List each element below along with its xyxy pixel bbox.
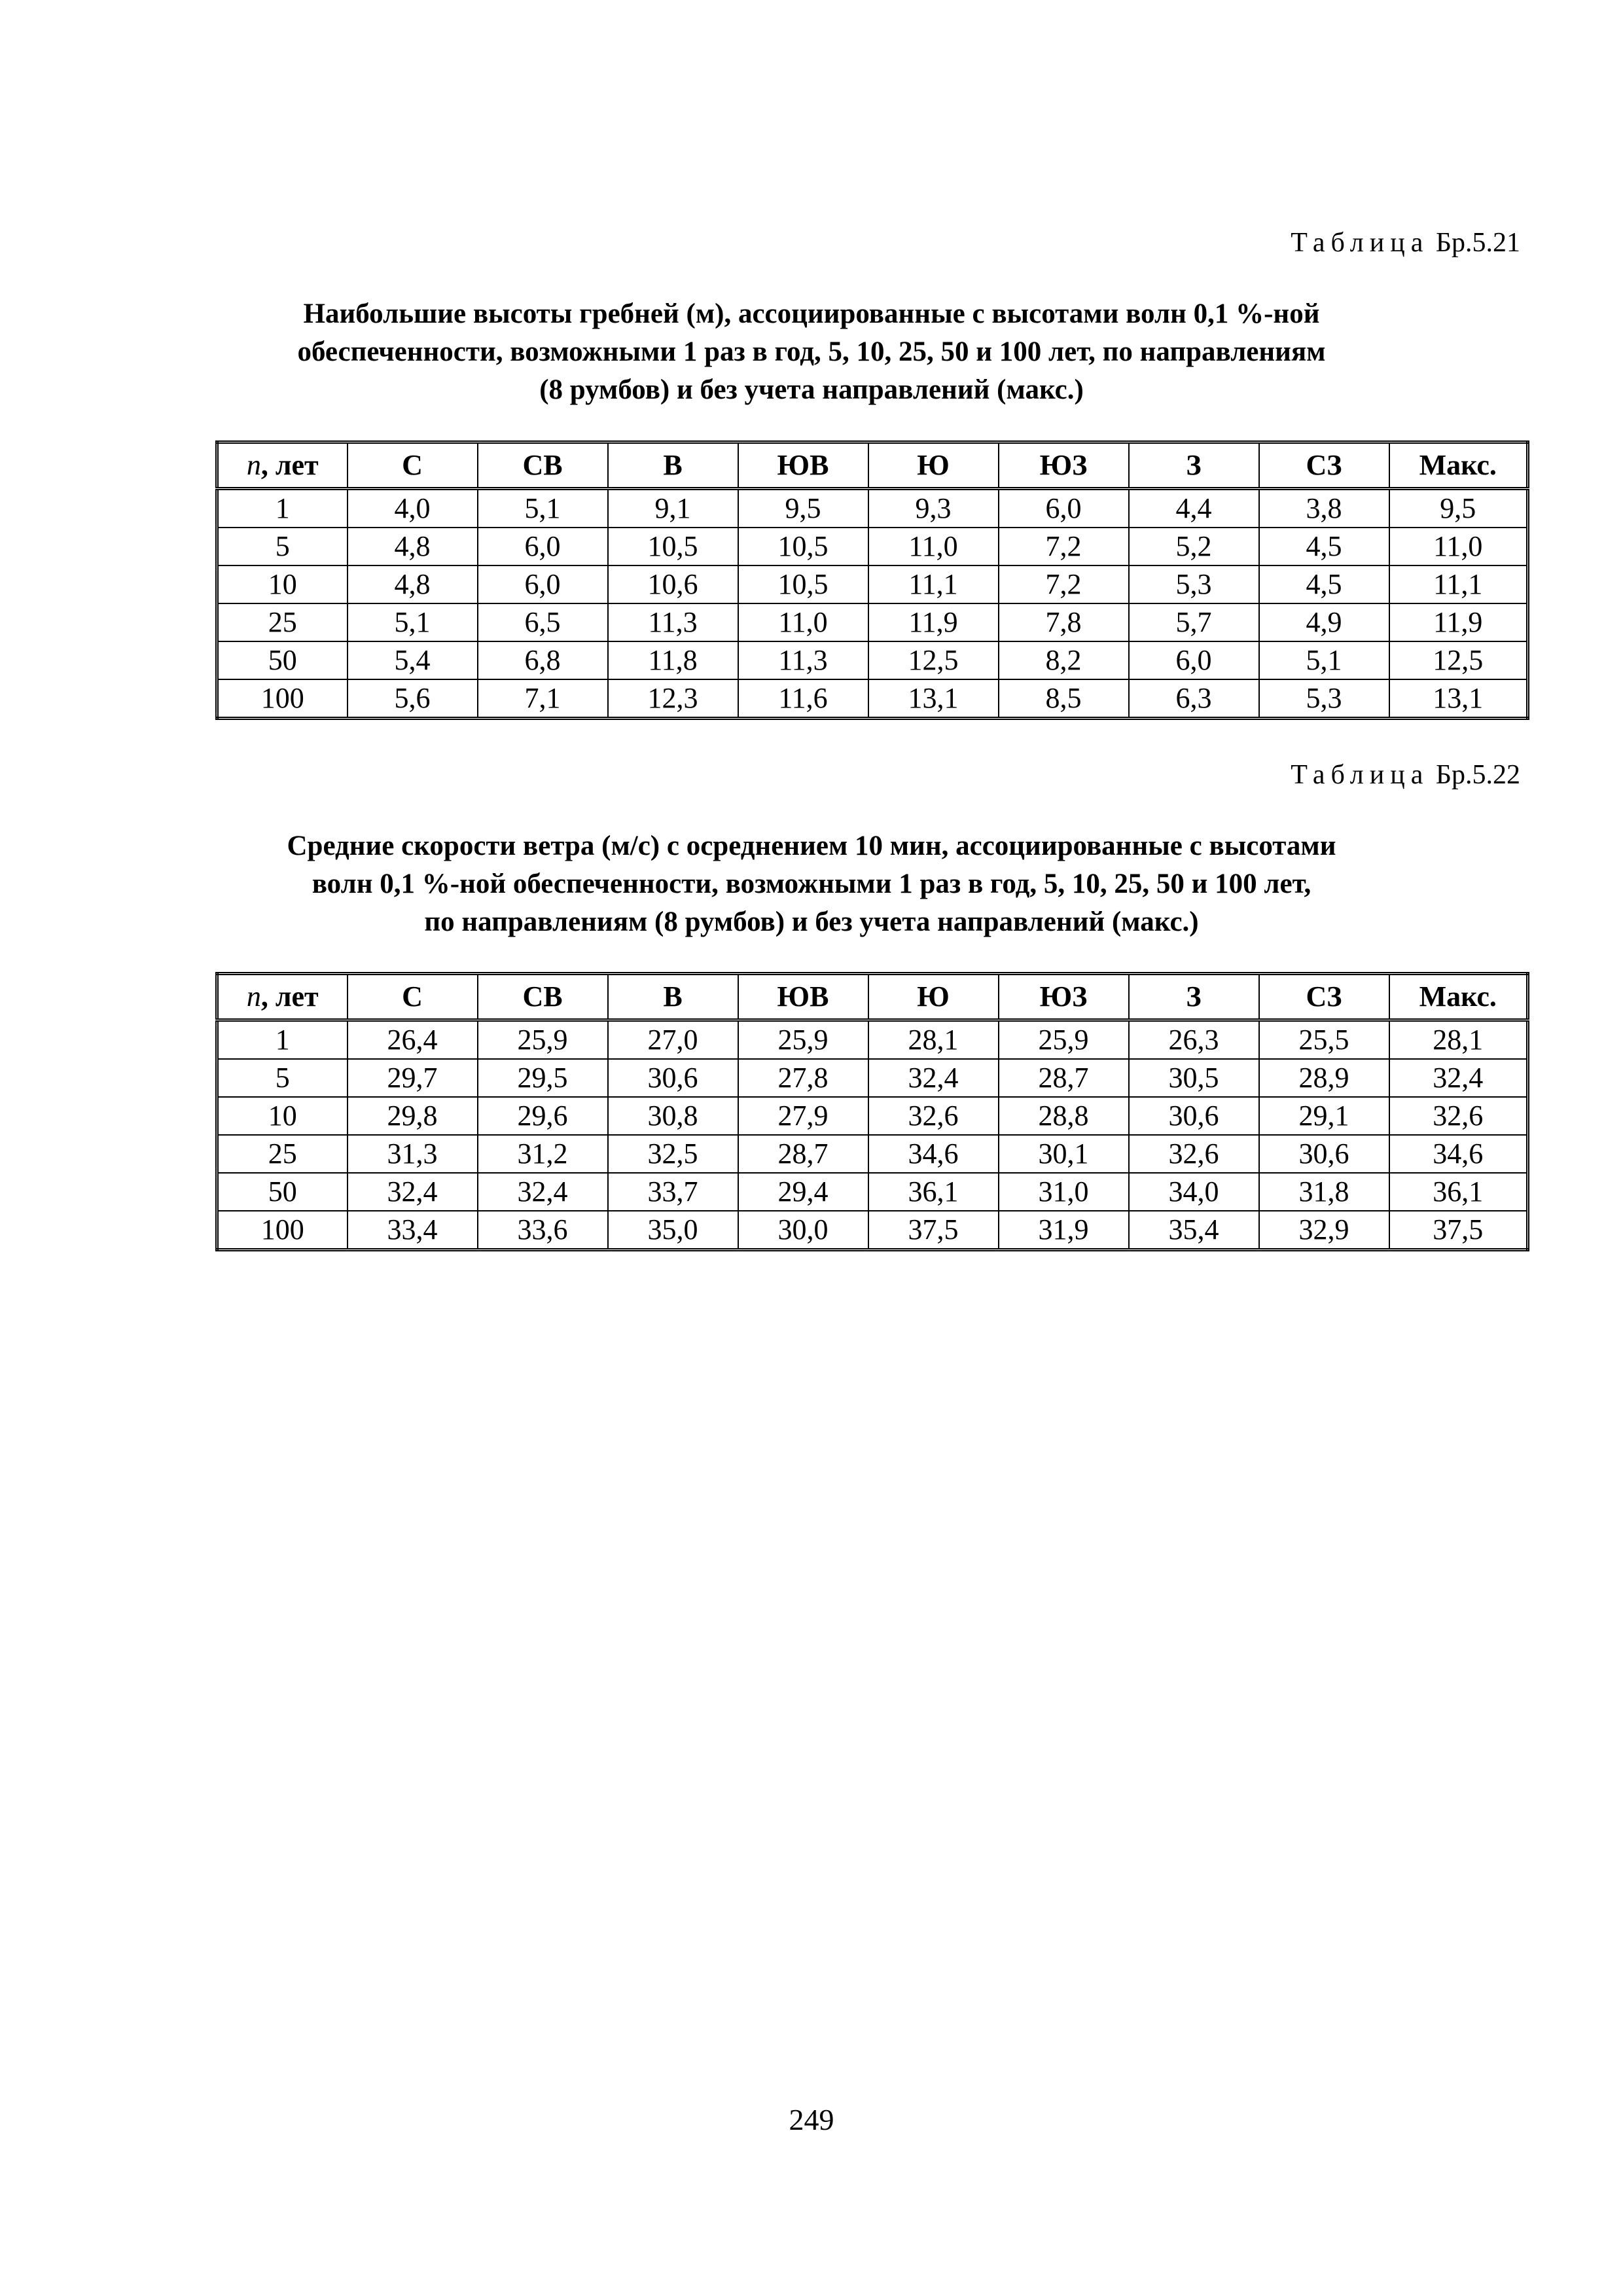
table-row	[217, 528, 1528, 565]
header-cell: В	[608, 974, 738, 1020]
value-cell: 11,1	[1389, 565, 1528, 603]
value-cell: 9,3	[868, 489, 999, 528]
value-cell: 28,9	[1259, 1059, 1389, 1097]
value-cell: 5,1	[348, 603, 478, 641]
page-number: 249	[789, 2103, 834, 2136]
value-cell: 8,5	[999, 679, 1129, 719]
table-label-bp-5-22	[1291, 759, 1520, 791]
table-row	[217, 679, 1528, 719]
table-label-bp-5-21	[1291, 227, 1520, 259]
value-cell: 7,2	[999, 528, 1129, 565]
caption-line: Средние скорости ветра (м/с) с осреднением 10 мин, ассоциированные с высотами	[287, 831, 1336, 861]
return-period-cell: 10	[217, 565, 348, 603]
return-period-cell: 50	[217, 1173, 348, 1211]
value-cell: 29,1	[1259, 1097, 1389, 1135]
value-cell: 5,2	[1129, 528, 1259, 565]
header-n-symbol: n	[246, 449, 261, 481]
value-cell: 3,8	[1259, 489, 1389, 528]
value-cell: 29,8	[348, 1097, 478, 1135]
table-row	[217, 565, 1528, 603]
value-cell: 6,0	[478, 528, 608, 565]
header-cell: В	[608, 442, 738, 489]
value-cell: 11,8	[608, 641, 738, 679]
table-row	[217, 1020, 1528, 1060]
value-cell: 30,8	[608, 1097, 738, 1135]
value-cell: 29,6	[478, 1097, 608, 1135]
value-cell: 28,7	[999, 1059, 1129, 1097]
header-cell: ЮЗ	[999, 442, 1129, 489]
wind-speeds-table	[215, 972, 1529, 1251]
caption-line: Наибольшие высоты гребней (м), ассоциированные с высотами волн 0,1 %-ной	[303, 298, 1320, 329]
table-row	[217, 1211, 1528, 1250]
value-cell: 6,3	[1129, 679, 1259, 719]
value-cell: 32,6	[1129, 1135, 1259, 1173]
value-cell: 32,9	[1259, 1211, 1389, 1250]
value-cell: 27,0	[608, 1020, 738, 1060]
value-cell: 13,1	[868, 679, 999, 719]
value-cell: 13,1	[1389, 679, 1528, 719]
value-cell: 33,7	[608, 1173, 738, 1211]
value-cell: 37,5	[868, 1211, 999, 1250]
caption-line: обеспеченности, возможными 1 раз в год, 5, 10, 25, 50 и 100 лет, по направлениям	[297, 336, 1326, 367]
value-cell: 26,4	[348, 1020, 478, 1060]
value-cell: 33,4	[348, 1211, 478, 1250]
value-cell: 7,1	[478, 679, 608, 719]
value-cell: 29,5	[478, 1059, 608, 1097]
value-cell: 32,5	[608, 1135, 738, 1173]
table-caption-bp-5-21	[0, 295, 1623, 409]
value-cell: 28,1	[868, 1020, 999, 1060]
header-cell: ЮВ	[738, 442, 868, 489]
header-cell: ЮЗ	[999, 974, 1129, 1020]
return-period-cell: 25	[217, 1135, 348, 1173]
value-cell: 5,6	[348, 679, 478, 719]
header-cell: СЗ	[1259, 974, 1389, 1020]
header-cell: СВ	[478, 442, 608, 489]
value-cell: 34,6	[1389, 1135, 1528, 1173]
value-cell: 25,9	[738, 1020, 868, 1060]
caption-line: волн 0,1 %-ной обеспеченности, возможными 1 раз в год, 5, 10, 25, 50 и 100 лет,	[312, 869, 1311, 899]
table-row	[217, 1059, 1528, 1097]
value-cell: 4,5	[1259, 528, 1389, 565]
value-cell: 5,1	[478, 489, 608, 528]
value-cell: 31,0	[999, 1173, 1129, 1211]
value-cell: 27,8	[738, 1059, 868, 1097]
value-cell: 9,5	[738, 489, 868, 528]
value-cell: 25,9	[999, 1020, 1129, 1060]
header-cell: Ю	[868, 442, 999, 489]
value-cell: 5,1	[1259, 641, 1389, 679]
table-header-row	[217, 442, 1528, 489]
value-cell: 9,1	[608, 489, 738, 528]
table-label-number: Бр.5.21	[1435, 228, 1520, 258]
value-cell: 28,7	[738, 1135, 868, 1173]
value-cell: 33,6	[478, 1211, 608, 1250]
value-cell: 35,4	[1129, 1211, 1259, 1250]
header-cell-n-years	[217, 442, 348, 489]
value-cell: 10,6	[608, 565, 738, 603]
value-cell: 26,3	[1129, 1020, 1259, 1060]
value-cell: 6,0	[999, 489, 1129, 528]
value-cell: 35,0	[608, 1211, 738, 1250]
table-row	[217, 1097, 1528, 1135]
header-n-unit: , лет	[260, 449, 319, 481]
value-cell: 32,4	[478, 1173, 608, 1211]
value-cell: 11,9	[868, 603, 999, 641]
header-n-unit: , лет	[260, 980, 319, 1013]
value-cell: 6,8	[478, 641, 608, 679]
value-cell: 11,1	[868, 565, 999, 603]
value-cell: 4,8	[348, 528, 478, 565]
value-cell: 30,6	[1129, 1097, 1259, 1135]
value-cell: 11,6	[738, 679, 868, 719]
value-cell: 4,0	[348, 489, 478, 528]
table-row	[217, 1173, 1528, 1211]
value-cell: 11,0	[868, 528, 999, 565]
caption-line: (8 румбов) и без учета направлений (макс.)	[539, 374, 1084, 405]
value-cell: 30,0	[738, 1211, 868, 1250]
value-cell: 8,2	[999, 641, 1129, 679]
header-cell: СВ	[478, 974, 608, 1020]
table-label-number: Бр.5.22	[1435, 760, 1520, 790]
value-cell: 5,3	[1259, 679, 1389, 719]
value-cell: 30,5	[1129, 1059, 1259, 1097]
table-row	[217, 641, 1528, 679]
value-cell: 31,3	[348, 1135, 478, 1173]
value-cell: 4,4	[1129, 489, 1259, 528]
return-period-cell: 50	[217, 641, 348, 679]
value-cell: 6,5	[478, 603, 608, 641]
header-cell: Ю	[868, 974, 999, 1020]
value-cell: 9,5	[1389, 489, 1528, 528]
value-cell: 32,4	[348, 1173, 478, 1211]
table-row	[217, 489, 1528, 528]
value-cell: 11,9	[1389, 603, 1528, 641]
value-cell: 7,8	[999, 603, 1129, 641]
value-cell: 28,1	[1389, 1020, 1528, 1060]
value-cell: 4,5	[1259, 565, 1389, 603]
return-period-cell: 5	[217, 1059, 348, 1097]
value-cell: 32,4	[1389, 1059, 1528, 1097]
value-cell: 31,2	[478, 1135, 608, 1173]
value-cell: 11,0	[1389, 528, 1528, 565]
header-n-symbol: n	[246, 980, 261, 1013]
value-cell: 29,4	[738, 1173, 868, 1211]
return-period-cell: 100	[217, 1211, 348, 1250]
value-cell: 30,1	[999, 1135, 1129, 1173]
header-cell: С	[348, 974, 478, 1020]
value-cell: 7,2	[999, 565, 1129, 603]
value-cell: 11,3	[738, 641, 868, 679]
value-cell: 28,8	[999, 1097, 1129, 1135]
value-cell: 10,5	[738, 565, 868, 603]
header-cell: ЮВ	[738, 974, 868, 1020]
value-cell: 11,0	[738, 603, 868, 641]
caption-line: по направлениям (8 румбов) и без учета направлений (макс.)	[424, 906, 1199, 937]
value-cell: 6,0	[1129, 641, 1259, 679]
header-cell: Макс.	[1389, 442, 1528, 489]
return-period-cell: 5	[217, 528, 348, 565]
value-cell: 11,3	[608, 603, 738, 641]
value-cell: 31,8	[1259, 1173, 1389, 1211]
return-period-cell: 10	[217, 1097, 348, 1135]
value-cell: 29,7	[348, 1059, 478, 1097]
table-label-prefix: Таблица	[1291, 760, 1429, 790]
value-cell: 27,9	[738, 1097, 868, 1135]
value-cell: 34,0	[1129, 1173, 1259, 1211]
value-cell: 25,5	[1259, 1020, 1389, 1060]
table-header-row	[217, 974, 1528, 1020]
value-cell: 12,5	[868, 641, 999, 679]
table-row	[217, 603, 1528, 641]
return-period-cell: 100	[217, 679, 348, 719]
value-cell: 12,3	[608, 679, 738, 719]
value-cell: 4,8	[348, 565, 478, 603]
value-cell: 10,5	[738, 528, 868, 565]
value-cell: 5,4	[348, 641, 478, 679]
value-cell: 4,9	[1259, 603, 1389, 641]
crest-heights-table	[215, 440, 1529, 720]
value-cell: 30,6	[1259, 1135, 1389, 1173]
header-cell: С	[348, 442, 478, 489]
value-cell: 5,3	[1129, 565, 1259, 603]
return-period-cell: 1	[217, 1020, 348, 1060]
header-cell-n-years	[217, 974, 348, 1020]
value-cell: 32,6	[1389, 1097, 1528, 1135]
header-cell: З	[1129, 974, 1259, 1020]
value-cell: 30,6	[608, 1059, 738, 1097]
value-cell: 25,9	[478, 1020, 608, 1060]
value-cell: 12,5	[1389, 641, 1528, 679]
return-period-cell: 1	[217, 489, 348, 528]
value-cell: 32,6	[868, 1097, 999, 1135]
value-cell: 6,0	[478, 565, 608, 603]
value-cell: 31,9	[999, 1211, 1129, 1250]
value-cell: 34,6	[868, 1135, 999, 1173]
value-cell: 36,1	[1389, 1173, 1528, 1211]
header-cell: Макс.	[1389, 974, 1528, 1020]
value-cell: 37,5	[1389, 1211, 1528, 1250]
value-cell: 32,4	[868, 1059, 999, 1097]
table-caption-bp-5-22	[0, 827, 1623, 941]
header-cell: СЗ	[1259, 442, 1389, 489]
return-period-cell: 25	[217, 603, 348, 641]
value-cell: 36,1	[868, 1173, 999, 1211]
table-row	[217, 1135, 1528, 1173]
value-cell: 5,7	[1129, 603, 1259, 641]
table-label-prefix: Таблица	[1291, 228, 1429, 258]
header-cell: З	[1129, 442, 1259, 489]
value-cell: 10,5	[608, 528, 738, 565]
